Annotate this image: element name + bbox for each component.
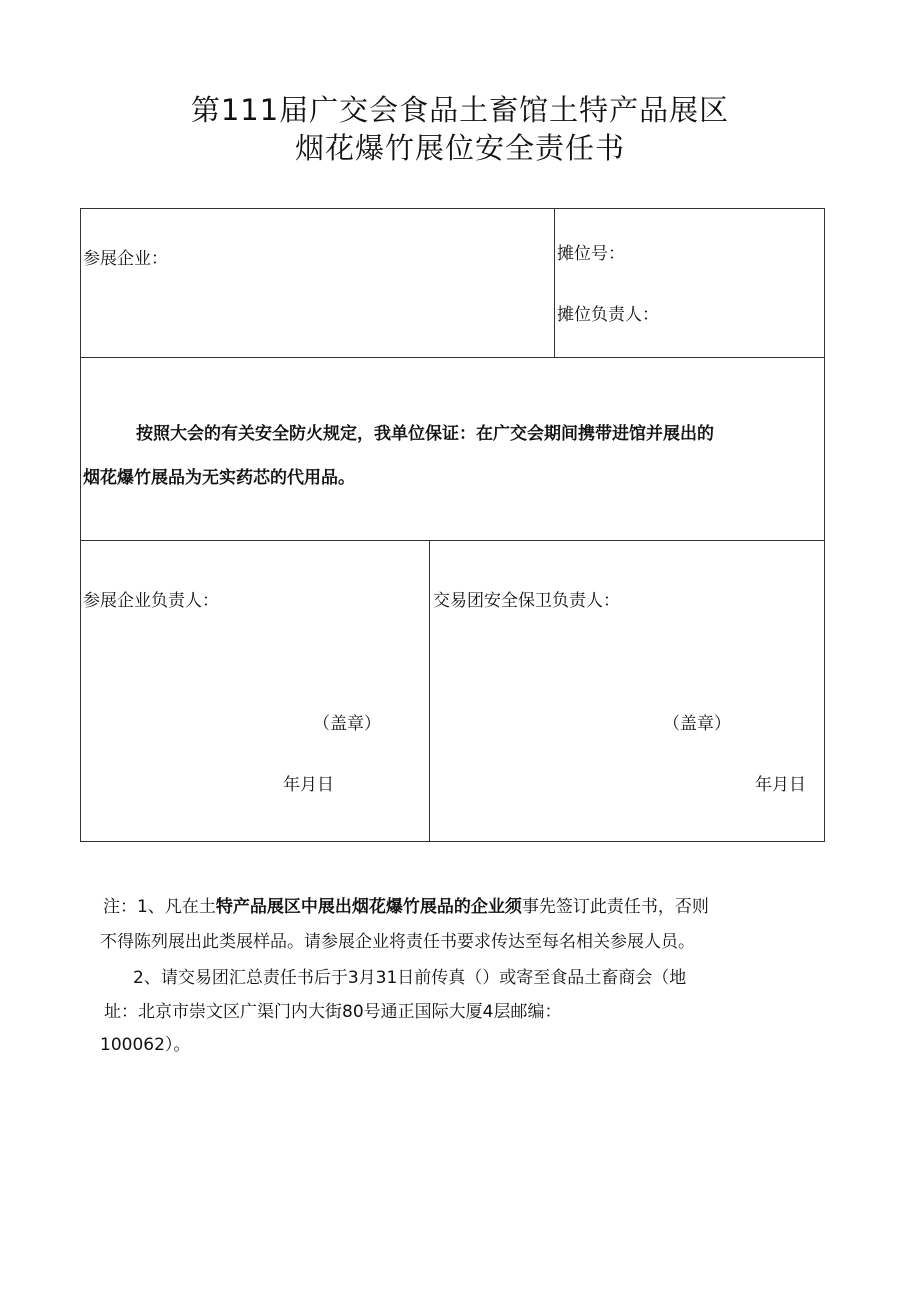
pledge-text-line1: 按照大会的有关安全防火规定，我单位保证：在广交会期间携带进馆并展出的 — [136, 424, 714, 444]
col-divider-top — [554, 209, 555, 357]
security-seal-label: （盖章） — [663, 714, 731, 734]
exhibitor-seal-label: （盖章） — [313, 714, 381, 734]
note-1-bold: 特产品展区中展出烟花爆竹展品的企业须 — [215, 897, 522, 917]
note-1-prefix: 注：1、凡在土 — [103, 897, 216, 917]
exhibitor-label: 参展企业： — [83, 249, 168, 269]
col-divider-bottom — [429, 540, 430, 842]
responsibility-form-table — [80, 208, 825, 842]
note-2-line3: 100062）。 — [100, 1035, 191, 1055]
note-1-line2: 不得陈列展出此类展样品。请参展企业将责任书要求传达至每名相关参展人员。 — [100, 932, 695, 952]
security-manager-label: 交易团安全保卫负责人： — [433, 591, 620, 611]
note-1-line1 — [103, 895, 709, 919]
note-1-suffix: 事先签订此责任书，否则 — [521, 897, 709, 917]
page-subtitle: 烟花爆竹展位安全责任书 — [294, 131, 625, 165]
exhibitor-date-label: 年月日 — [283, 775, 334, 795]
row-divider-1 — [81, 357, 824, 358]
exhibitor-manager-label: 参展企业负责人： — [83, 591, 219, 611]
booth-number-label: 摊位号： — [557, 244, 625, 264]
pledge-text-line2: 烟花爆竹展品为无实药芯的代用品。 — [83, 468, 355, 488]
security-date-label: 年月日 — [755, 775, 806, 795]
note-2-line2: 址：北京市崇文区广渠门内大街80号通正国际大厦4层邮编： — [104, 1002, 562, 1022]
booth-manager-label: 摊位负责人： — [557, 305, 659, 325]
note-2-line1: 2、请交易团汇总责任书后于3月31日前传真（）或寄至食品土畜商会（地 — [133, 968, 687, 988]
row-divider-2 — [81, 540, 824, 541]
page-title: 第111届广交会食品土畜馆土特产品展区 — [190, 93, 730, 127]
